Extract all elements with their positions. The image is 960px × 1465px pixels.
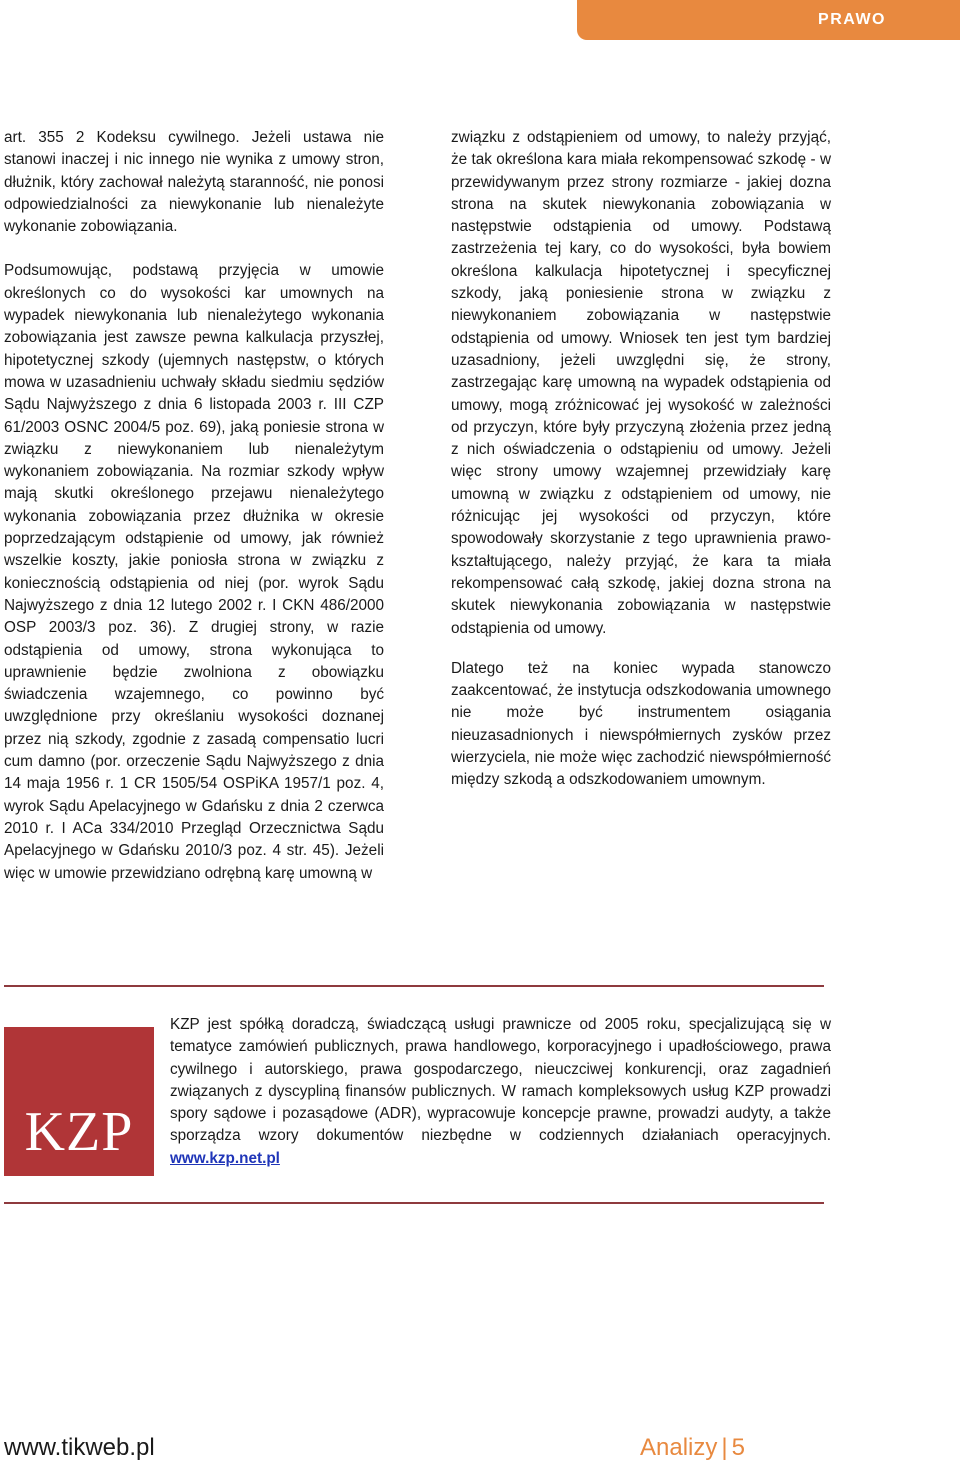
article-paragraph: art. 355 2 Kodeksu cywilnego. Jeżeli ustawa nie stanowi inaczej i nic innego nie wynika z umowy stron, dłużnik, który zachował należytą staranność, nie ponosi odpowiedzialności za niewykonanie lub nienależyte wykonanie zobowiązania. <box>4 129 384 236</box>
footer-page-number: 5 <box>731 1434 745 1461</box>
company-description <box>170 1014 831 1170</box>
article-column-left <box>4 127 384 885</box>
article-paragraph: Podsumowując, podstawą przyjęcia w umowie określonych co do wysokości kar umownych na wypadek niewykonania lub nienależytego wykonania zobowiązania jest zawsze pewna kalkulacja przyszłej, hipotetycznej szkody (ujemnych następstw, o których mowa w uzasadnieniu uchwały składu siedmiu sędziów Sądu Najwyższego z dnia 6 listopada 2003 r. III CZP 61/2003 OSNC 2004/5 poz. 69), jaką poniesie strona w związku z niewykonaniem lub nienależytym wykonaniem zobowiązania. Na rozmiar szkody wpływ mają skutki określonego przejawu nienależytego wykonania zobowiązania przez dłużnika w okresie poprzedzającym odstąpienie od umowy, jak również wszelkie koszty, jakie poniosła strona w związku z koniecznością odstąpienia od niej (por. wyrok Sądu Najwyższego z dnia 12 lutego 2002 r. I CKN 486/2000 OSP 2003/3 poz. 36). Z drugiej strony, w razie odstąpienia od umowy, strona wykonująca to uprawnienie będzie zwolniona z obowiązku świadczenia wzajemnego, co powinno być uwzględnione przy określaniu wysokości doznanej przez nią szkody, zgodnie z zasadą compensatio lucri cum damno (por. orzeczenie Sądu Najwyższego z dnia 14 maja 1956 r. 1 CR 1505/54 OSPiKA 1957/1 poz. 4, wyrok Sądu Apelacyjnego w Gdańsku z dnia 2 czerwca 2010 r. I ACa 334/2010 Przegląd Orzecznictwa Sądu Apelacyjnego w Gdańsku 2010/3 poz. 4 str. 45). Jeżeli więc w umowie przewidziano odrębną karę umowną w <box>4 262 384 882</box>
article-paragraph: Dlatego też na koniec wypada stanowczo zaakcentować, że instytucja odszkodowania umownego nie może być instrumentem osiągania nieuzasadnionych i niewspółmiernych zysków przez wierzyciela, nie może więc zachodzić niewspółmierność między szkodą a odszkodowaniem umownym. <box>451 659 831 789</box>
article-column-right <box>451 127 831 792</box>
kzp-logo <box>4 1027 154 1176</box>
divider-top <box>4 985 824 987</box>
footer-website: www.tikweb.pl <box>4 1434 155 1461</box>
section-tab <box>577 0 960 40</box>
company-description-text: KZP jest spółką doradczą, świadczącą usługi prawnicze od 2005 roku, specjalizującą się w tematyce zamówień publicznych, prawa handlowego, korporacyjnego i upadłościowego, prawa cywilnego i autorskiego, prawa gospodarczego, nieuczciwej konkurencji, oraz zagadnień związanych z dyscypliną finansów publicznych. W ramach kompleksowych usług KZP prowadzi spory sądowe i pozasądowe (ADR), wypracowuje koncepcje prawne, prowadzi audyty, a także sporządza wzory dokumentów niezbędne w codziennych działaniach operacyjnych. <box>170 1016 831 1145</box>
article-paragraph: związku z odstąpieniem od umowy, to należy przyjąć, że tak określona kara miała rekompensować szkodę - w przewidywanym przez strony rozmiarze - jakiej dozna strona na skutek niewykonania zobowiązania w następstwie odstąpienia od umowy. Podstawą zastrzeżenia tej kary, co do wysokości, była bowiem określona kalkulacja hipotetycznej i specyficznej szkody, jaką poniesienie strona w związku z niewykonaniem zobowiązania w następstwie odstąpienia od umowy. Wniosek ten jest tym bardziej uzasadniony, jeżeli uwzględni się, że strony, zastrzegając karę umowną na wypadek odstąpienia od umowy, mogą zróżnicować jej wysokość w zależności od przyczyn, które były przyczyną złożenia przez jedną z nich oświadczenia o odstąpieniu od umowy. Jeżeli więc strony umowy wzajemnej przewidziały karę umowną w związku z odstąpieniem od umowy, nie różnicując jej wysokości od przyczyn, które spowodowały skorzystanie z tego uprawnienia prawo-kształtującego, należy przyjąć, że kara ta miała rekompensować całą szkodę, jakiej dozna strona na skutek niewykonania zobowiązania w następstwie odstąpienia od umowy. <box>451 129 831 637</box>
company-website-link[interactable]: www.kzp.net.pl <box>170 1149 280 1167</box>
divider-bottom <box>4 1202 824 1204</box>
footer-page-label <box>640 1434 745 1462</box>
kzp-logo-text: KZP <box>24 1101 134 1163</box>
footer-separator: | <box>721 1434 728 1461</box>
section-label: PRAWO <box>818 11 886 28</box>
footer-section: Analizy <box>640 1434 718 1461</box>
